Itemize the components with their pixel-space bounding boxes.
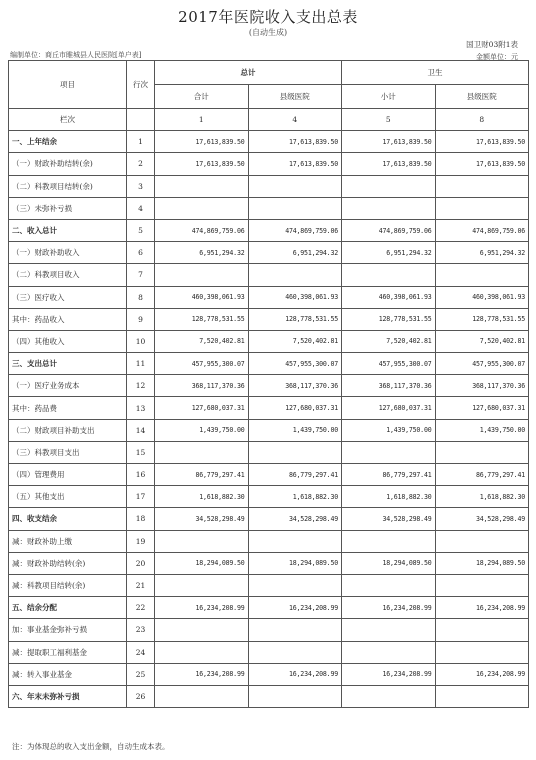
amount-cell: 460,398,061.93	[435, 286, 529, 308]
row-seq: 18	[127, 508, 155, 530]
amount-cell: 86,779,297.41	[248, 464, 342, 486]
row-label: 减：转入事业基金	[9, 663, 127, 685]
row-label: 减：提取职工福利基金	[9, 641, 127, 663]
col-number-seq-empty	[127, 109, 155, 131]
row-label: （三）未弥补亏损	[9, 197, 127, 219]
amount-cell	[435, 641, 529, 663]
amount-cell: 474,869,759.06	[342, 219, 436, 241]
table-row	[9, 219, 529, 241]
amount-cell	[248, 574, 342, 596]
amount-cell: 368,117,370.36	[342, 375, 436, 397]
amount-cell: 1,618,882.30	[435, 486, 529, 508]
amount-cell: 86,779,297.41	[155, 464, 249, 486]
header-row-groups	[9, 61, 529, 85]
table-row	[9, 552, 529, 574]
table-row	[9, 441, 529, 463]
amount-cell: 16,234,208.99	[248, 597, 342, 619]
org-label: 编制单位：商丘市睢城县人民医院[单户表]	[10, 51, 142, 59]
amount-cell: 17,613,839.50	[155, 131, 249, 153]
row-seq: 19	[127, 530, 155, 552]
row-seq: 11	[127, 353, 155, 375]
row-seq: 13	[127, 397, 155, 419]
table-row	[9, 486, 529, 508]
col-header-item: 项目	[9, 61, 127, 109]
amount-cell: 128,778,531.55	[342, 308, 436, 330]
amount-cell: 7,520,402.81	[435, 330, 529, 352]
row-seq: 20	[127, 552, 155, 574]
row-label: 加：事业基金弥补亏损	[9, 619, 127, 641]
amount-cell	[435, 264, 529, 286]
amount-cell: 86,779,297.41	[342, 464, 436, 486]
amount-cell: 128,778,531.55	[435, 308, 529, 330]
row-label: （二）科教项目结转(余)	[9, 175, 127, 197]
row-label: 减：财政补助上缴	[9, 530, 127, 552]
row-seq: 24	[127, 641, 155, 663]
amount-cell: 34,528,298.49	[248, 508, 342, 530]
col-group-total: 总计	[155, 61, 342, 85]
amount-cell: 1,618,882.30	[155, 486, 249, 508]
amount-cell: 7,520,402.81	[155, 330, 249, 352]
row-label: （四）其他收入	[9, 330, 127, 352]
amount-cell: 18,294,089.50	[435, 552, 529, 574]
row-seq: 7	[127, 264, 155, 286]
amount-cell: 16,234,208.99	[342, 597, 436, 619]
amount-cell	[342, 641, 436, 663]
column-number-row	[9, 109, 529, 131]
amount-cell: 128,778,531.55	[248, 308, 342, 330]
row-seq: 6	[127, 242, 155, 264]
amount-cell	[342, 197, 436, 219]
amount-cell: 16,234,208.99	[342, 663, 436, 685]
amount-cell	[248, 441, 342, 463]
amount-cell	[435, 175, 529, 197]
amount-cell	[342, 530, 436, 552]
amount-cell: 474,869,759.06	[435, 219, 529, 241]
col-header-health-subtotal: 小计	[342, 85, 436, 109]
table-row	[9, 619, 529, 641]
table-row	[9, 242, 529, 264]
amount-cell	[248, 264, 342, 286]
row-seq: 9	[127, 308, 155, 330]
footnote: 注：为体现总的收入支出金额，自动生成本表。	[12, 742, 170, 751]
amount-cell: 16,234,208.99	[435, 597, 529, 619]
row-label: 六、年末未弥补亏损	[9, 685, 127, 707]
row-seq: 5	[127, 219, 155, 241]
amount-cell	[342, 441, 436, 463]
amount-cell: 18,294,089.50	[342, 552, 436, 574]
row-seq: 26	[127, 685, 155, 707]
table-row	[9, 663, 529, 685]
amount-cell: 6,951,294.32	[342, 242, 436, 264]
row-label: 减：科教项目结转(余)	[9, 574, 127, 596]
amount-cell: 1,618,882.30	[248, 486, 342, 508]
row-label: （一）财政补助收入	[9, 242, 127, 264]
amount-cell	[435, 574, 529, 596]
amount-cell: 17,613,839.50	[342, 131, 436, 153]
report-subtitle: (自动生成)	[248, 28, 288, 37]
amount-cell	[435, 441, 529, 463]
amount-cell	[435, 619, 529, 641]
table-row	[9, 464, 529, 486]
table-row	[9, 375, 529, 397]
row-label: 其中：药品收入	[9, 308, 127, 330]
amount-cell	[155, 530, 249, 552]
amount-cell	[155, 175, 249, 197]
amount-cell: 457,955,300.07	[155, 353, 249, 375]
col-number-label: 栏次	[9, 109, 127, 131]
amount-cell: 457,955,300.07	[342, 353, 436, 375]
amount-cell: 86,779,297.41	[435, 464, 529, 486]
amount-cell: 127,680,037.31	[342, 397, 436, 419]
amount-cell: 18,294,089.50	[155, 552, 249, 574]
col-header-total-county: 县级医院	[248, 85, 342, 109]
amount-cell: 1,439,750.00	[155, 419, 249, 441]
row-label: （一）财政补助结转(余)	[9, 153, 127, 175]
row-label: （二）财政项目补助支出	[9, 419, 127, 441]
table-row	[9, 131, 529, 153]
income-expense-table	[8, 60, 529, 708]
row-label: （二）科教项目收入	[9, 264, 127, 286]
table-row	[9, 397, 529, 419]
amount-cell: 368,117,370.36	[248, 375, 342, 397]
amount-cell: 474,869,759.06	[248, 219, 342, 241]
amount-cell: 17,613,839.50	[435, 153, 529, 175]
row-label: 减：财政补助结转(余)	[9, 552, 127, 574]
col-number: 5	[342, 109, 436, 131]
row-label: 一、上年结余	[9, 131, 127, 153]
amount-cell: 457,955,300.07	[248, 353, 342, 375]
row-seq: 14	[127, 419, 155, 441]
amount-cell	[342, 685, 436, 707]
amount-cell	[435, 197, 529, 219]
amount-cell	[435, 530, 529, 552]
row-seq: 10	[127, 330, 155, 352]
amount-cell: 1,439,750.00	[435, 419, 529, 441]
row-seq: 3	[127, 175, 155, 197]
amount-cell	[155, 574, 249, 596]
col-group-health: 卫生	[342, 61, 529, 85]
amount-cell: 474,869,759.06	[155, 219, 249, 241]
row-label: 五、结余分配	[9, 597, 127, 619]
table-row	[9, 286, 529, 308]
amount-cell	[342, 619, 436, 641]
amount-cell: 6,951,294.32	[248, 242, 342, 264]
row-seq: 23	[127, 619, 155, 641]
table-row	[9, 641, 529, 663]
amount-cell	[248, 530, 342, 552]
amount-cell: 457,955,300.07	[435, 353, 529, 375]
amount-cell	[248, 197, 342, 219]
amount-cell: 460,398,061.93	[248, 286, 342, 308]
amount-cell: 127,680,037.31	[155, 397, 249, 419]
form-code: 国卫财03附1表	[466, 40, 518, 49]
row-label: 四、收支结余	[9, 508, 127, 530]
amount-cell: 6,951,294.32	[155, 242, 249, 264]
row-label: 二、收入总计	[9, 219, 127, 241]
amount-cell	[248, 175, 342, 197]
amount-cell	[435, 685, 529, 707]
amount-cell: 368,117,370.36	[435, 375, 529, 397]
amount-cell	[342, 175, 436, 197]
table-row	[9, 175, 529, 197]
report-title: 2017年医院收入支出总表	[178, 8, 358, 26]
row-seq: 12	[127, 375, 155, 397]
amount-cell: 34,528,298.49	[342, 508, 436, 530]
amount-cell: 16,234,208.99	[248, 663, 342, 685]
table-row	[9, 308, 529, 330]
row-label: （三）医疗收入	[9, 286, 127, 308]
row-label: （五）其他支出	[9, 486, 127, 508]
amount-cell: 460,398,061.93	[342, 286, 436, 308]
row-seq: 15	[127, 441, 155, 463]
amount-cell	[248, 685, 342, 707]
amount-cell: 7,520,402.81	[342, 330, 436, 352]
table-row	[9, 264, 529, 286]
amount-cell: 7,520,402.81	[248, 330, 342, 352]
table-row	[9, 330, 529, 352]
amount-cell	[342, 264, 436, 286]
amount-cell: 17,613,839.50	[342, 153, 436, 175]
row-seq: 1	[127, 131, 155, 153]
table-row	[9, 153, 529, 175]
table-row	[9, 597, 529, 619]
amount-cell	[155, 685, 249, 707]
amount-cell: 16,234,208.99	[435, 663, 529, 685]
row-label: （三）科教项目支出	[9, 441, 127, 463]
row-seq: 25	[127, 663, 155, 685]
amount-cell: 460,398,061.93	[155, 286, 249, 308]
amount-cell	[155, 197, 249, 219]
row-label: （四）管理费用	[9, 464, 127, 486]
amount-cell	[155, 441, 249, 463]
amount-cell: 1,439,750.00	[342, 419, 436, 441]
table-row	[9, 530, 529, 552]
row-seq: 4	[127, 197, 155, 219]
col-header-health-county: 县级医院	[435, 85, 529, 109]
row-seq: 22	[127, 597, 155, 619]
col-number: 4	[248, 109, 342, 131]
table-row	[9, 197, 529, 219]
amount-cell: 127,680,037.31	[248, 397, 342, 419]
amount-cell: 16,234,208.99	[155, 597, 249, 619]
amount-cell: 34,528,298.49	[155, 508, 249, 530]
table-row	[9, 574, 529, 596]
amount-cell: 18,294,089.50	[248, 552, 342, 574]
row-label: 其中：药品费	[9, 397, 127, 419]
amount-cell	[155, 619, 249, 641]
amount-cell: 17,613,839.50	[155, 153, 249, 175]
row-label: （一）医疗业务成本	[9, 375, 127, 397]
amount-cell	[155, 641, 249, 663]
amount-cell: 1,618,882.30	[342, 486, 436, 508]
amount-cell	[248, 641, 342, 663]
col-number: 8	[435, 109, 529, 131]
row-seq: 16	[127, 464, 155, 486]
unit-label: 金额单位：元	[476, 53, 518, 61]
amount-cell: 17,613,839.50	[248, 153, 342, 175]
amount-cell	[248, 619, 342, 641]
table-row	[9, 685, 529, 707]
amount-cell	[342, 574, 436, 596]
table-row	[9, 419, 529, 441]
amount-cell: 17,613,839.50	[435, 131, 529, 153]
amount-cell: 34,528,298.49	[435, 508, 529, 530]
amount-cell: 128,778,531.55	[155, 308, 249, 330]
row-seq: 2	[127, 153, 155, 175]
amount-cell: 1,439,750.00	[248, 419, 342, 441]
col-header-seq: 行次	[127, 61, 155, 109]
col-header-total-sum: 合计	[155, 85, 249, 109]
amount-cell: 127,680,037.31	[435, 397, 529, 419]
amount-cell	[155, 264, 249, 286]
amount-cell: 6,951,294.32	[435, 242, 529, 264]
row-seq: 8	[127, 286, 155, 308]
col-number: 1	[155, 109, 249, 131]
table-row	[9, 353, 529, 375]
amount-cell: 17,613,839.50	[248, 131, 342, 153]
amount-cell: 16,234,208.99	[155, 663, 249, 685]
amount-cell: 368,117,370.36	[155, 375, 249, 397]
row-seq: 17	[127, 486, 155, 508]
row-label: 三、支出总计	[9, 353, 127, 375]
row-seq: 21	[127, 574, 155, 596]
table-row	[9, 508, 529, 530]
